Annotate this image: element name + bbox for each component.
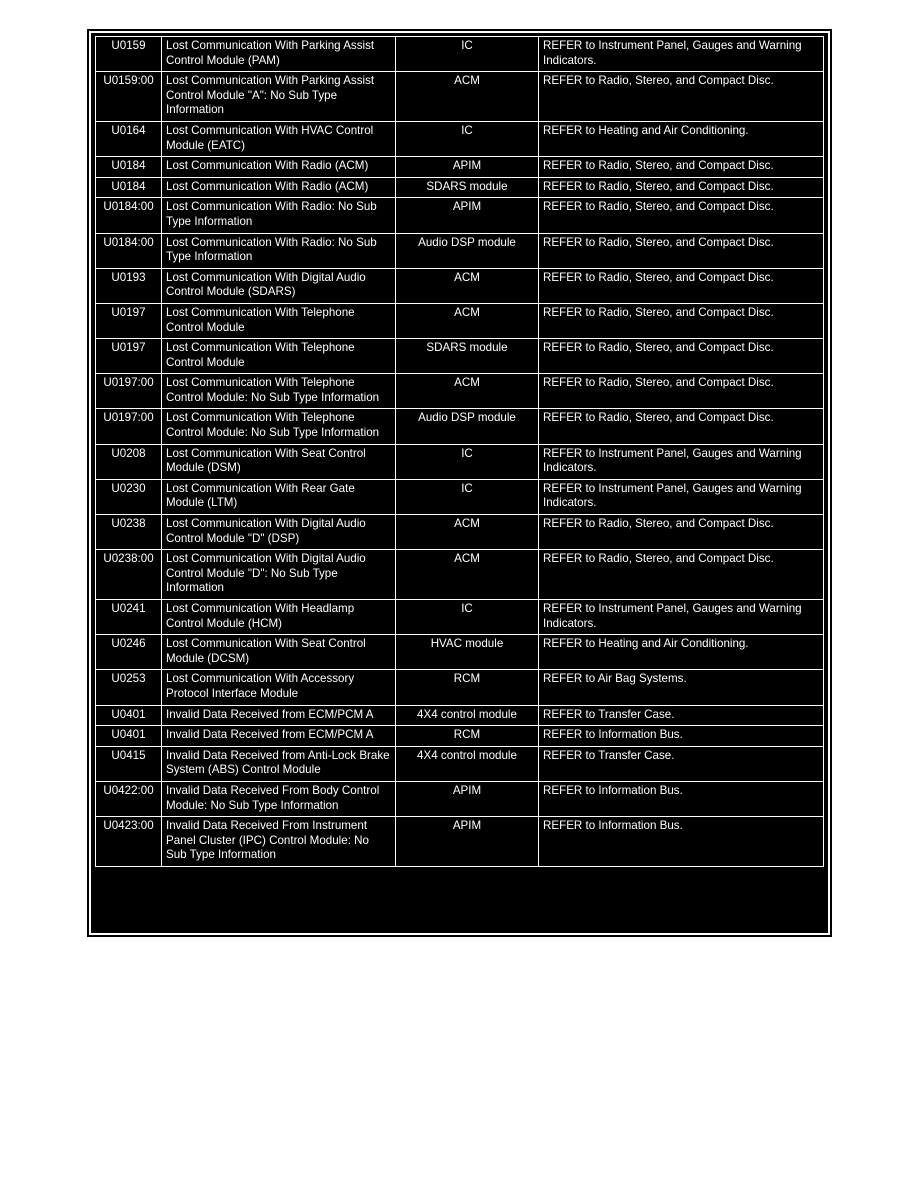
module-cell: ACM [396,72,539,122]
dtc-description-cell: Lost Communication With Parking Assist Control Module "A": No Sub Type Information [162,72,396,122]
action-cell: REFER to Radio, Stereo, and Compact Disc. [539,409,824,444]
table-row [96,444,824,479]
table-row [96,233,824,268]
module-cell: SDARS module [396,177,539,198]
dtc-code-cell: U0184 [96,177,162,198]
dtc-description-cell: Lost Communication With Parking Assist Control Module (PAM) [162,37,396,72]
dtc-code-cell: U0238:00 [96,550,162,600]
dtc-code-cell: U0238 [96,515,162,550]
dtc-code-cell: U0401 [96,726,162,747]
dtc-code-cell: U0197 [96,339,162,374]
dtc-code-cell: U0253 [96,670,162,705]
table-row [96,177,824,198]
action-cell: REFER to Instrument Panel, Gauges and Warning Indicators. [539,37,824,72]
table-row [96,726,824,747]
table-row [96,670,824,705]
module-cell: RCM [396,726,539,747]
table-row [96,72,824,122]
dtc-description-cell: Lost Communication With Seat Control Module (DSM) [162,444,396,479]
dtc-code-cell: U0423:00 [96,817,162,867]
dtc-code-cell: U0184:00 [96,198,162,233]
action-cell: REFER to Instrument Panel, Gauges and Warning Indicators. [539,479,824,514]
action-cell: REFER to Heating and Air Conditioning. [539,121,824,156]
dtc-description-cell: Lost Communication With Radio (ACM) [162,157,396,178]
module-cell: 4X4 control module [396,705,539,726]
table-row [96,746,824,781]
action-cell: REFER to Radio, Stereo, and Compact Disc. [539,177,824,198]
dtc-code-cell: U0230 [96,479,162,514]
table-row [96,268,824,303]
dtc-code-cell: U0184:00 [96,233,162,268]
dtc-code-cell: U0164 [96,121,162,156]
table-row [96,600,824,635]
module-cell: HVAC module [396,635,539,670]
table-row [96,409,824,444]
table-row [96,37,824,72]
action-cell: REFER to Radio, Stereo, and Compact Disc. [539,515,824,550]
dtc-table [95,36,824,867]
dtc-description-cell: Lost Communication With Digital Audio Control Module "D" (DSP) [162,515,396,550]
module-cell: IC [396,37,539,72]
action-cell: REFER to Radio, Stereo, and Compact Disc. [539,268,824,303]
table-row [96,198,824,233]
module-cell: IC [396,121,539,156]
table-row [96,157,824,178]
module-cell: RCM [396,670,539,705]
action-cell: REFER to Radio, Stereo, and Compact Disc. [539,72,824,122]
module-cell: ACM [396,268,539,303]
dtc-description-cell: Lost Communication With Telephone Control Module [162,303,396,338]
table-row [96,781,824,816]
dtc-description-cell: Lost Communication With Telephone Control Module: No Sub Type Information [162,409,396,444]
table-row [96,817,824,867]
dtc-description-cell: Invalid Data Received from ECM/PCM A [162,705,396,726]
module-cell: Audio DSP module [396,233,539,268]
dtc-description-cell: Lost Communication With Radio: No Sub Type Information [162,198,396,233]
dtc-code-cell: U0193 [96,268,162,303]
dtc-description-cell: Lost Communication With Radio: No Sub Type Information [162,233,396,268]
dtc-description-cell: Invalid Data Received from ECM/PCM A [162,726,396,747]
dtc-description-cell: Lost Communication With HVAC Control Module (EATC) [162,121,396,156]
module-cell: APIM [396,817,539,867]
table-row [96,515,824,550]
dtc-description-cell: Lost Communication With Seat Control Module (DCSM) [162,635,396,670]
dtc-code-cell: U0246 [96,635,162,670]
dtc-code-cell: U0422:00 [96,781,162,816]
module-cell: SDARS module [396,339,539,374]
action-cell: REFER to Radio, Stereo, and Compact Disc. [539,550,824,600]
table-row [96,121,824,156]
dtc-code-cell: U0415 [96,746,162,781]
dtc-description-cell: Invalid Data Received from Anti-Lock Brake System (ABS) Control Module [162,746,396,781]
action-cell: REFER to Instrument Panel, Gauges and Warning Indicators. [539,444,824,479]
module-cell: ACM [396,550,539,600]
table-row [96,374,824,409]
action-cell: REFER to Information Bus. [539,781,824,816]
dtc-code-cell: U0197:00 [96,374,162,409]
module-cell: ACM [396,303,539,338]
action-cell: REFER to Information Bus. [539,726,824,747]
dtc-description-cell: Lost Communication With Accessory Protocol Interface Module [162,670,396,705]
module-cell: ACM [396,515,539,550]
dtc-description-cell: Lost Communication With Rear Gate Module (LTM) [162,479,396,514]
dtc-code-cell: U0401 [96,705,162,726]
table-row [96,635,824,670]
module-cell: IC [396,600,539,635]
dtc-code-cell: U0184 [96,157,162,178]
module-cell: 4X4 control module [396,746,539,781]
dtc-description-cell: Lost Communication With Digital Audio Control Module "D": No Sub Type Information [162,550,396,600]
action-cell: REFER to Radio, Stereo, and Compact Disc. [539,339,824,374]
table-row [96,479,824,514]
dtc-description-cell: Lost Communication With Telephone Control Module: No Sub Type Information [162,374,396,409]
action-cell: REFER to Transfer Case. [539,746,824,781]
dtc-table-frame [89,31,830,935]
dtc-description-cell: Lost Communication With Headlamp Control Module (HCM) [162,600,396,635]
module-cell: APIM [396,157,539,178]
dtc-code-cell: U0208 [96,444,162,479]
module-cell: Audio DSP module [396,409,539,444]
module-cell: ACM [396,374,539,409]
action-cell: REFER to Instrument Panel, Gauges and Warning Indicators. [539,600,824,635]
action-cell: REFER to Radio, Stereo, and Compact Disc. [539,374,824,409]
dtc-code-cell: U0197:00 [96,409,162,444]
dtc-description-cell: Invalid Data Received From Instrument Panel Cluster (IPC) Control Module: No Sub Type Information [162,817,396,867]
action-cell: REFER to Radio, Stereo, and Compact Disc. [539,198,824,233]
action-cell: REFER to Radio, Stereo, and Compact Disc. [539,157,824,178]
dtc-code-cell: U0197 [96,303,162,338]
dtc-description-cell: Lost Communication With Telephone Control Module [162,339,396,374]
action-cell: REFER to Information Bus. [539,817,824,867]
action-cell: REFER to Heating and Air Conditioning. [539,635,824,670]
module-cell: IC [396,444,539,479]
table-row [96,339,824,374]
module-cell: APIM [396,781,539,816]
table-row [96,303,824,338]
dtc-code-cell: U0159 [96,37,162,72]
module-cell: APIM [396,198,539,233]
action-cell: REFER to Radio, Stereo, and Compact Disc. [539,233,824,268]
dtc-description-cell: Lost Communication With Radio (ACM) [162,177,396,198]
table-row [96,550,824,600]
dtc-description-cell: Invalid Data Received From Body Control Module: No Sub Type Information [162,781,396,816]
table-row [96,705,824,726]
module-cell: IC [396,479,539,514]
dtc-code-cell: U0241 [96,600,162,635]
dtc-description-cell: Lost Communication With Digital Audio Control Module (SDARS) [162,268,396,303]
dtc-code-cell: U0159:00 [96,72,162,122]
dtc-table-body [96,37,824,867]
action-cell: REFER to Air Bag Systems. [539,670,824,705]
action-cell: REFER to Radio, Stereo, and Compact Disc. [539,303,824,338]
action-cell: REFER to Transfer Case. [539,705,824,726]
